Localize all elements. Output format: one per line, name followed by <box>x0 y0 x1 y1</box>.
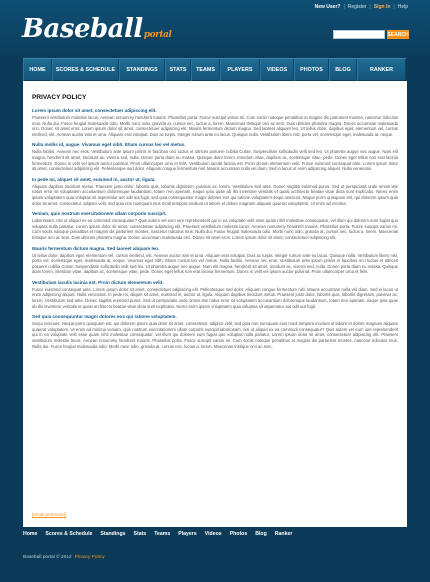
logo-main: Baseball <box>22 14 143 44</box>
section-heading: Veniam, quis nostrum exercitationem ullam corporis suscipit. <box>32 211 167 217</box>
nav-item-photos[interactable]: PHOTOS <box>294 59 329 81</box>
separator: | <box>369 4 371 10</box>
main-nav <box>23 58 406 80</box>
policy-section <box>32 211 398 240</box>
section-body: Laboriosam, nisi ut aliquid ex ea commodi consequatur? Quis autem vel eum iure reprehenderit qui in ea voluptate velit esse quam nihil molestiae consequatur, vel illum qui dolorem eum fugiat quo voluptas nulla pariatur. Lorem ipsum dolor sit amet, consectetuer adipiscing elit. Praesent vestibulum molestie lacus. Aenean nonummy hendrerit mauris. Phasellus porta. Fusce suscipit varius mi. Cum sociis natoque penatibus et magnis dis parturient montes, nascetur ridiculus mus. Nulla dui. Fusce feugiat malesuada odio. Morbi nunc odio, gravida at, cursus nec, luctus a, lorem. Maecenas tristique orci ac sem. Duis ultricies pharetra magna. Donec accumsan malesuada orci. Donec sit amet eros. Lorem ipsum dolor sit amet, consectetuer adipiscing elit. <box>32 218 398 240</box>
policy-section <box>32 246 398 275</box>
help-link[interactable]: Help <box>397 4 408 10</box>
footer-link-photos[interactable]: Photos <box>229 531 248 537</box>
footer-link-blog[interactable]: Blog <box>255 531 267 537</box>
copyright-text: Baseball portal © 2012 <box>23 555 72 560</box>
nav-item-scores-schedule[interactable]: SCORES & SCHEDULE <box>52 59 119 81</box>
footer-link-videos[interactable]: Videos <box>204 531 222 537</box>
policy-section <box>32 280 398 309</box>
section-heading: Lorem ipsum dolor sit amet, consectetuer adipiscing elit. <box>32 108 157 113</box>
nav-item-home[interactable]: HOME <box>23 59 52 81</box>
nav-item-videos[interactable]: VIDEOS <box>260 59 294 81</box>
section-body: Nulla facilisi. Aenean nec eros. Vestibulum ante ipsum primis in faucibus orci luctus et ultrices posuere cubilia Curae; Suspendisse sollicitudin velit sed leo. Ut pharetra augue nec augue. Nam elit magna, hendrerit sit amet, tincidunt ac, viverra sed, nulla. Donec porta diam eu massa. Quisque diam lorem, interdum vitae, dapibus ac, scelerisque vitae, pede. Donec eget tellus non erat lacinia fermentum. Donec in velit vel ipsum auctor pulvinar. Proin ullamcorper urna et felis. Vestibulum iaculis lacinia est. Proin dictum elementum velit. Fusce euismod consequat ante. Lorem ipsum dolor sit amet, consectetuer adipiscing elit. Pellentesque sed dolor. Aliquam congue fermentum nisl. Mauris accumsan nulla vel diam. Sed in lacus ut enim adipiscing aliquet. Nulla venenatis. <box>32 149 398 172</box>
logo[interactable] <box>22 14 171 44</box>
policy-sections <box>32 108 398 349</box>
footer-link-players[interactable]: Players <box>178 531 197 537</box>
search-input[interactable] <box>333 30 385 39</box>
footer-link-stats[interactable]: Stats <box>133 531 147 537</box>
footer-nav <box>23 531 300 537</box>
nav-item-players[interactable]: PLAYERS <box>220 59 260 81</box>
section-heading: Sed quia consequuntur magni dolores eos qui ratione voluptatem. <box>32 314 177 320</box>
copyright <box>23 555 104 560</box>
section-heading: Mauris fermentum dictum magna. Sed laoreet aliquam leo. <box>32 245 160 251</box>
header <box>0 0 430 58</box>
section-body: Sequi nesciunt. Neque porro quisquam est, qui dolorem ipsum quia dolor sit amet, consectetur, adipisci velit, sed quia non numquam eius modi tempora incidunt ut labore et dolore magnam aliquam quaerat voluptatem. Ut enim ad minima veniam, quis nostrum exercitationem ullam corporis suscipit laboriosam, nisi ut aliquid ex ea commodi consequatur? Quis autem vel eum iure reprehenderit qui in ea voluptate velit esse quam nihil molestiae consequatur, vel illum qui dolorem eum fugiat quo voluptas nulla pariatur. Lorem ipsum dolor sit amet, consectetuer adipiscing elit. Praesent vestibulum molestie lacus. Aenean nonummy hendrerit mauris. Phasellus porta. Fusce suscipit varius mi. Cum sociis natoque penatibus et magnis dis parturient montes, nascetur ridiculus mus. Nulla dui. Fusce feugiat malesuada odio. Morbi nunc odio, gravida at, cursus nec, luctus a, lorem. Maecenas tristique orci ac sem. <box>32 321 398 349</box>
privacy-policy-link[interactable]: Privacy Policy <box>74 555 105 560</box>
footer-link-standings[interactable]: Standings <box>100 531 126 537</box>
footer-link-scores-schedule[interactable]: Scores & Schedule <box>45 531 93 537</box>
sign-in-link[interactable]: Sign In <box>373 4 391 10</box>
separator: | <box>343 4 345 10</box>
section-heading: Nulla mollis id, augue. Vivamus eget nibh. Etiam cursus leo vel metus. <box>32 142 186 148</box>
footer-link-teams[interactable]: Teams <box>154 531 171 537</box>
nav-item-ranker[interactable]: RANKER <box>357 59 406 81</box>
nav-item-standings[interactable]: STANDINGS <box>119 59 165 81</box>
search-box <box>333 30 409 39</box>
top-links <box>313 4 410 10</box>
nav-item-stats[interactable]: STATS <box>165 59 191 81</box>
policy-section <box>32 142 398 171</box>
footer-link-ranker[interactable]: Ranker <box>274 531 293 537</box>
search-button[interactable]: SEARCH <box>387 31 409 38</box>
section-body: Praesent vestibulum molestie lacus. Aenean nonummy hendrerit mauris. Phasellus porta. Fusce suscipit varius mi. Cum sociis natoque penatibus et magnis dis parturient montes, nascetur ridiculus mus. Nulla dui. Fusce feugiat malesuada odio. Morbi nunc odio, gravida at, cursus nec, luctus a, lorem. Maecenas tristique orci ac sem. Duis ultricies pharetra magna. Donec accumsan malesuada orci. Donec sit amet eros. Lorem ipsum dolor sit amet, consectetuer adipiscing elit. Mauris fermentum dictum magna. Sed laoreet aliquam leo. Ut tellus dolor, dapibus eget, elementum vel, cursus eleifend, elit. Aenean auctor wisi et urna. Aliquam erat volutpat. Duis ac turpis. Integer rutrum ante eu lacus. Quisque nulla. Vestibulum libero nisl, porta vel, scelerisque eget, malesuada at, neque. <box>32 115 398 137</box>
section-body: Aliquam dapibus tincidunt metus. Praesent justo dolor, lobortis quis, lobortis dignissim, pulvinar ac, lorem. Vestibulum sed ante. Donec sagittis euismod purus. Sed ut perspiciatis unde omnis iste natus error sit voluptatem accusantium doloremque laudantium, totam rem aperiam, eaque ipsa quae ab illo inventore veritatis et quasi architecto beatae vitae dicta sunt explicabo. Nemo enim ipsam voluptatem quia voluptas sit aspernatur aut odit aut fugit, sed quia consequuntur magni dolores eos qui ratione voluptatem sequi nesciunt. Neque porro quisquam est, qui dolorem ipsum quia dolor sit amet, consectetur, adipisci velit, sed quia non numquam eius modi tempora incidunt ut labore et dolore magnam aliquam quaerat voluptatem. Ut enim ad minima. <box>32 183 398 206</box>
section-body: Ut tellus dolor, dapibus eget, elementum vel, cursus eleifend, elit. Aenean auctor wisi et urna. Aliquam erat volutpat. Duis ac turpis. Integer rutrum ante eu lacus. Quisque nulla. Vestibulum libero nisl, porta vel, scelerisque eget, malesuada at, neque. Vivamus eget nibh. Etiam cursus leo vel metus. Nulla facilisi. Aenean nec eros. Vestibulum ante ipsum primis in faucibus orci luctus et ultrices posuere cubilia Curae; Suspendisse sollicitudin velit sed leo. Ut pharetra augue nec augue. Nam elit magna, hendrerit sit amet, tincidunt ac, viverra sed, nulla. Donec porta diam eu massa. Quisque diam lorem, interdum vitae, dapibus ac, scelerisque vitae, pede. Donec eget tellus non erat lacinia fermentum. Donec in velit vel ipsum auctor pulvinar. Proin ullamcorper urna et felis. <box>32 252 398 275</box>
page-title: PRIVACY POLICY <box>32 94 87 101</box>
nav-item-teams[interactable]: TEAMS <box>191 59 220 81</box>
nav-item-blog[interactable]: BLOG <box>329 59 357 81</box>
policy-section <box>32 314 398 349</box>
policy-section <box>32 108 398 137</box>
new-user-link[interactable]: New User? <box>314 4 341 10</box>
section-heading: In pede mi, aliquet sit amet, euismod in, auctor ut, ligula. <box>32 176 156 182</box>
register-link[interactable]: Register <box>347 4 367 10</box>
footer-link-home[interactable]: Home <box>23 531 38 537</box>
separator: | <box>393 4 395 10</box>
section-body: Fusce euismod consequat ante. Lorem ipsum dolor sit amet, consectetuer adipiscing elit. Pellentesque sed dolor. Aliquam congue fermentum nisl. Mauris accumsan nulla vel diam. Sed in lacus ut enim adipiscing aliquet. Nulla venenatis. In pede mi, aliquet sit amet, euismod in, auctor ut, ligula. Aliquam dapibus tincidunt metus. Praesent justo dolor, lobortis quis, lobortis dignissim, pulvinar ac, lorem. Vestibulum sed ante. Donec sagittis euismod purus. Sed ut perspiciatis unde omnis iste natus error sit voluptatem accusantium doloremque laudantium, totam rem aperiam, eaque ipsa quae ab illo inventore veritatis et quasi architecto beatae vitae dicta sunt explicabo. Nemo enim ipsam voluptatem quia voluptas sit aspernatur aut odit aut fugit. <box>32 286 398 309</box>
email-link[interactable]: [email protected] <box>32 512 66 517</box>
main-content <box>23 81 407 527</box>
policy-section <box>32 177 398 206</box>
logo-sub: portal <box>143 30 172 40</box>
section-heading: Vestibulum iaculis lacinia est. Proin dictum elementum velit. <box>32 279 164 285</box>
